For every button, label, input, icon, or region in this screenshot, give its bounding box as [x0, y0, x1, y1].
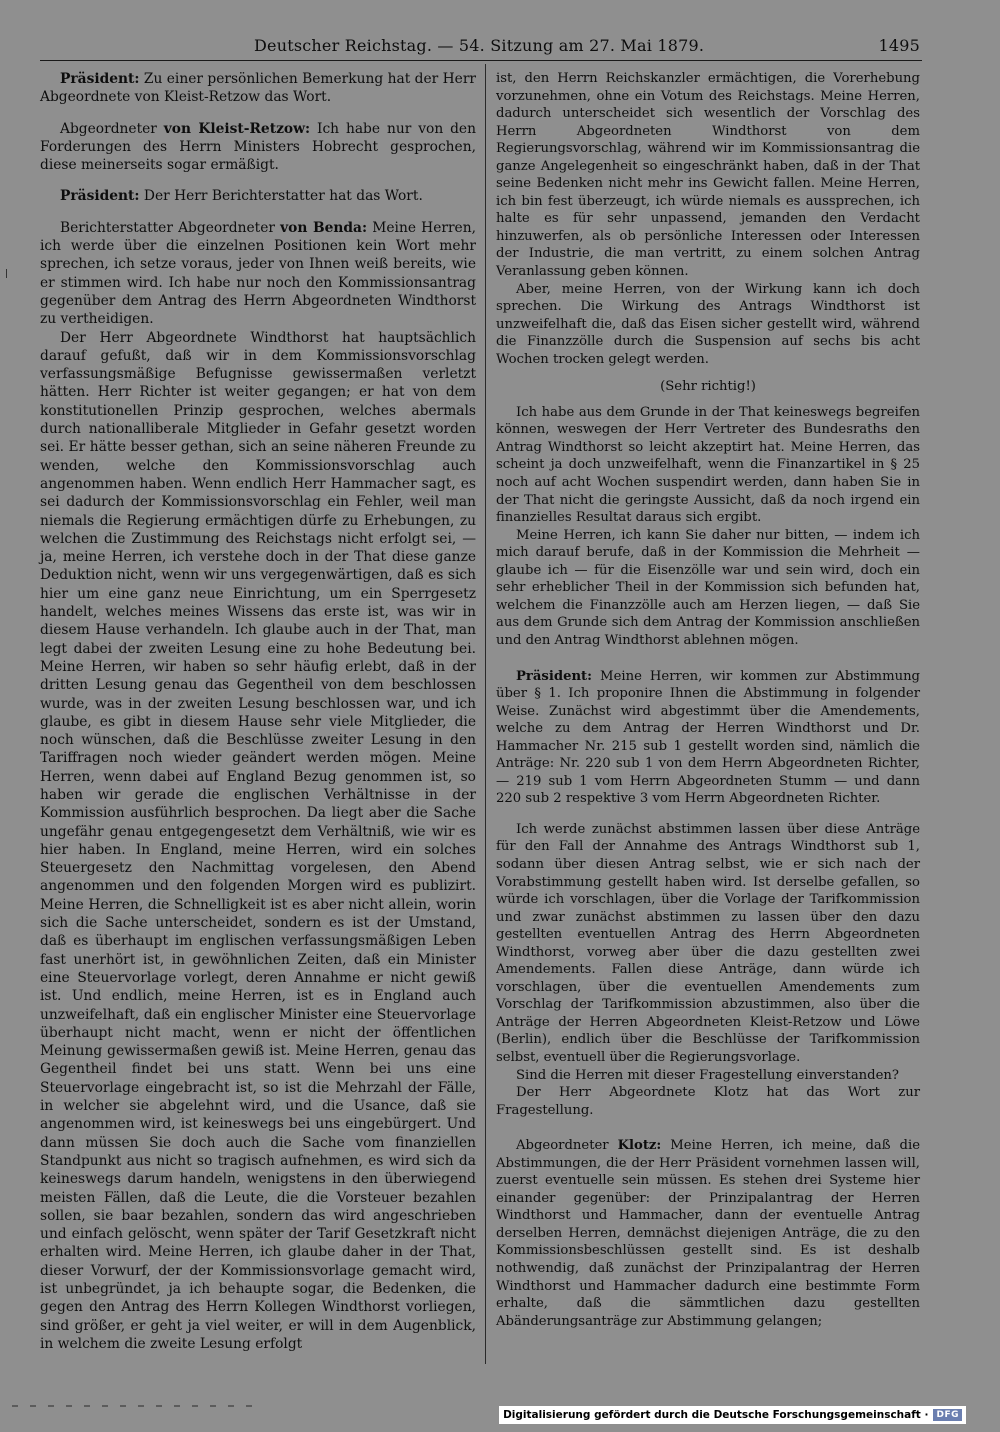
speaker-name: von Benda: [280, 219, 368, 236]
paragraph [496, 1067, 920, 1085]
dfg-logo: DFG [933, 1409, 962, 1421]
page-number: 1495 [878, 36, 920, 55]
paragraph-text: (Sehr richtig!) [660, 379, 756, 395]
speech-paragraph [40, 187, 476, 205]
margin-mark [6, 269, 7, 278]
speech-paragraph [496, 668, 920, 808]
speaker-name: von Kleist-Retzow: [163, 120, 311, 137]
speaker-name: Präsident: [516, 668, 593, 684]
speaker-role: Abgeordneter [60, 120, 164, 137]
paragraph [496, 404, 920, 527]
paragraph [496, 281, 920, 369]
paragraph-text: Der Herr Abgeordnete Klotz hat das Wort zur Fragestellung. [496, 1085, 920, 1118]
digitization-credit [499, 1406, 966, 1424]
speaker-role: Berichterstatter Abgeordneter [60, 219, 281, 236]
header-rule [40, 60, 922, 61]
speech-paragraph [40, 120, 476, 175]
paragraph-text: Ich habe aus dem Grunde in der That keineswegs begreifen können, weswegen der Herr Vertreter des Bundesraths den Antrag Windthorst so leicht akzeptirt hat. Meine Herren, das scheint ja doch unzweifelhaft, wenn die Finanzartikel in § 25 noch auf acht Wochen suspendirt werden, dann haben Sie in der That nicht die geringste Aussicht, daß da noch irgend ein finanzielles Resultat daraus sich ergibt. [496, 404, 920, 526]
speaker-role: Abgeordneter [516, 1138, 618, 1154]
credit-text: Digitalisierung gefördert durch die Deutsche Forschungsgemeinschaft · [503, 1409, 929, 1421]
paragraph [496, 821, 920, 1067]
speech-paragraph [40, 219, 476, 329]
page-header [40, 36, 920, 58]
paragraph [496, 1084, 920, 1119]
paragraph-text: Ich habe nur von den Forderungen des Herrn Ministers Hobrecht gesprochen, diese meinerseits sogar ermäßigt. [40, 120, 476, 174]
paragraph [496, 70, 920, 281]
paragraph-text: Meine Herren, ich werde über die einzelnen Positionen kein Wort mehr sprechen, ich setze voraus, jeder von Ihnen weiß bereits, wie er stimmen wird. Ich habe nur noch den Kommissionsantrag gegenüber dem Antrag des Herrn Abgeordneten Windthorst zu vertheidigen. [40, 219, 476, 328]
paragraph-text: Der Herr Abgeordnete Windthorst hat hauptsächlich darauf gefußt, daß wir in dem Kommissionsvorschlag verfassungsmäßige Befugnisse gewissermaßen verletzt hätten. Herr Richter ist weiter gegangen; er hat von dem konstitutionellen Prinzip gesprochen, welches abermals durch nationalliberale Mitglieder in Gefahr gesetzt worden sei. Er hätte besser gethan, sich an seine näheren Freunde zu wenden, welche den Kommissionsvorschlag auch angenommen haben. Wenn endlich Herr Hammacher sagt, es sei dadurch der Kommissionsvorschlag ein Fehler, weil man niemals die Regierung ermächtigen dürfe zu Erhebungen, zu welchen die Zustimmung des Reichstags nicht erfolgt sei, — ja, meine Herren, ich verstehe doch in der That diese ganze Deduktion nicht, wenn wir uns vergegenwärtigen, daß es sich hier um eine ganz neue Einrichtung, um ein Sperrgesetz handelt, welches meines Wissens das erste ist, was wir in diesem Hause verhandeln. Ich glaube auch in der That, man legt dabei der zweiten Lesung eine zu hohe Bedeutung bei. Meine Herren, wir haben so sehr häufig erlebt, daß in der dritten Lesung genau das Gegentheil von dem beschlossen wurde, was in der zweiten Lesung beschlossen war, und ich glaube, es gibt in diesem Hause sehr viele Mitglieder, die noch wünschen, daß die Beschlüsse zweiter Lesung in den Tariffragen noch wieder geändert werden mögen. Meine Herren, wenn dabei auf England Bezug genommen ist, so haben wir gerade die englischen Verhältnisse in der Kommission ausführlich besprochen. Da liegt aber die Sache ungefähr genau entgegengesetzt dem Verhältniß, wie wir es hier haben. In England, meine Herren, wird ein solches Steuergesetz den Nachmittag vorgelesen, den Abend angenommen und den folgenden Morgen wird es publizirt. Meine Herren, die Schnelligkeit ist es aber nicht allein, worin sich die Sache unterscheidet, sondern es ist der Umstand, daß es überhaupt im englischen verfassungsmäßigen Leben fast unerhört ist, in gewöhnlichen Zeiten, daß ein Minister eine Steuervorlage vorlegt, deren Annahme er nicht gewiß ist. Und endlich, meine Herren, ist es in England auch unzweifelhaft, daß ein englischer Minister eine Steuervorlage überhaupt nicht macht, wenn er nicht der öffentlichen Meinung gewissermaßen gewiß ist. Meine Herren, genau das Gegentheil findet bei uns statt. Wenn bei uns eine Steuervorlage eingebracht ist, so ist die Mehrzahl der Fälle, in welcher sie abgelehnt wird, und die Usance, daß sie angenommen wird, ist keineswegs bei uns eingebürgert. Und dann müssen Sie doch auch die Sache vom finanziellen Standpunkt aus nicht so tragisch aufnehmen, es wird sich da keineswegs darum handeln, wenigstens in den überwiegend meisten Fällen, daß die Leute, die die Vorsteuer bezahlen sollen, sie baar bezahlen, sondern das wird angeschrieben und einfach gelöscht, wenn später der Tarif Gesetzkraft nicht erhalten wird. Meine Herren, ich glaube daher in der That, dieser Vorwurf, der der Kommissionsvorlage gemacht wird, ist unbegründet, ja ich behaupte sogar, die Bedenken, die gegen den Antrag des Herrn Kollegen Windthorst vorliegen, sind größer, er geht ja viel weiter, er will in dem Augenblick, in welchem die zweite Lesung erfolgt [40, 329, 476, 1352]
paragraph-text: Sind die Herren mit dieser Fragestellung einverstanden? [516, 1067, 899, 1083]
speech-paragraph [40, 70, 476, 107]
paragraph-text: Aber, meine Herren, von der Wirkung kann ich doch sprechen. Die Wirkung des Antrags Windthorst ist unzweifelhaft die, daß das Eisen sicher gestellt wird, während die Finanzzölle durch die Suspension auf sechs bis acht Wochen trocken gelegt werden. [496, 281, 920, 367]
speaker-name: Präsident: [60, 188, 140, 205]
interjection [496, 378, 920, 396]
paragraph [496, 527, 920, 650]
column-divider [485, 64, 486, 1364]
paragraph-text: Meine Herren, wir kommen zur Abstimmung über § 1. Ich proponire Ihnen die Abstimmung in folgender Weise. Zunächst wird abgestimmt über die Amendements, welche zu dem Antrag der Herren Windthorst und Dr. Hammacher Nr. 215 sub 1 gestellt worden sind, nämlich die Anträge: Nr. 220 sub 1 von dem Herrn Abgeordneten Richter, — 219 sub 1 vom Herrn Abgeordneten Stumm — und dann 220 sub 2 respektive 3 vom Herrn Abgeordneten Richter. [496, 668, 920, 807]
speaker-name: Klotz: [617, 1138, 662, 1154]
speech-paragraph [496, 1137, 920, 1330]
bottom-scan-artifact [12, 1405, 252, 1407]
paragraph-text: Meine Herren, ich kann Sie daher nur bitten, — indem ich mich darauf berufe, daß in der Kommission die Mehrheit — glaube ich — für die Eisenzölle war und sein wird, doch ein sehr erheblicher Theil in der Kommission sich befunden hat, welchem die Finanzzölle auch am Herzen liegen, — daß Sie aus dem Grunde sich dem Antrag der Kommission anschließen und den Antrag Windthorst ablehnen mögen. [496, 527, 920, 648]
paragraph-text: Der Herr Berichterstatter hat das Wort. [139, 188, 423, 205]
speaker-name: Präsident: [60, 71, 140, 87]
paragraph-text: Meine Herren, ich meine, daß die Abstimmungen, die der Herr Präsident vornehmen lassen will, zuerst eventuelle sein müssen. Es stehen drei Systeme hier einander gegenüber: der Prinzipalantrag der Herren Windthorst und Hammacher, dann der eventuelle Antrag derselben Herren, demnächst diejenigen Anträge, die zu den Kommissionsbeschlüssen gestellt sind. Es ist deshalb nothwendig, daß zunächst der Prinzipalantrag der Herren Windthorst und Hammacher dadurch eine bestimmte Form erhalte, daß die sämmtlichen dazu gestellten Abänderungsanträge zur Abstimmung gelangen; [496, 1138, 920, 1329]
paragraph [40, 329, 476, 1354]
paragraph-text: Zu einer persönlichen Bemerkung hat der Herr Abgeordnete von Kleist-Retzow das Wort. [40, 71, 477, 106]
header-title: Deutscher Reichstag. — 54. Sitzung am 27. Mai 1879. [254, 36, 705, 55]
right-column [496, 70, 920, 1360]
left-column [40, 70, 476, 1360]
paragraph-text: Ich werde zunächst abstimmen lassen über diese Anträge für den Fall der Annahme des Antrags Windthorst sub 1, sodann über diesen Antrag selbst, wie er sich nach der Vorabstimmung gestellt haben wird. Ist derselbe gefallen, so würde ich vorschlagen, über die Vorlage der Tarifkommission und zwar zunächst abstimmen zu lassen über den dazu gestellten eventuellen Antrag des Herrn Abgeordneten Windthorst, vorweg aber über die dazu gestellten zwei Amendements. Fallen diese Anträge, dann würde ich vorschlagen, über die eventuellen Amendements zum Vorschlag der Tarifkommission abzustimmen, also über die Anträge der Herren Abgeordneten Kleist-Retzow und Löwe (Berlin), endlich über die Beschlüsse der Tarifkommission selbst, eventuell über die Regierungsvorlage. [496, 821, 920, 1065]
paragraph-text: ist, den Herrn Reichskanzler ermächtigen, die Vorerhebung vorzunehmen, ohne ein Votum des Reichstags. Meine Herren, dadurch unterscheidet sich wesentlich der Vorschlag des Herrn Abgeordneten Windthorst von dem Regierungsvorschlag, während wir im Kommissionsantrag die ganze Angelegenheit so eingeschränkt haben, daß in der That seine Bedenken nicht mehr ins Gewicht fallen. Meine Herren, ich bin fest überzeugt, ich würde niemals es aussprechen, ich halte es für sehr unpassend, jemanden den Verdacht hinzuwerfen, als ob persönliche Interessen oder Interessen der Industrie, die man vertritt, zu einem solchen Antrag Veranlassung geben können. [496, 71, 920, 280]
